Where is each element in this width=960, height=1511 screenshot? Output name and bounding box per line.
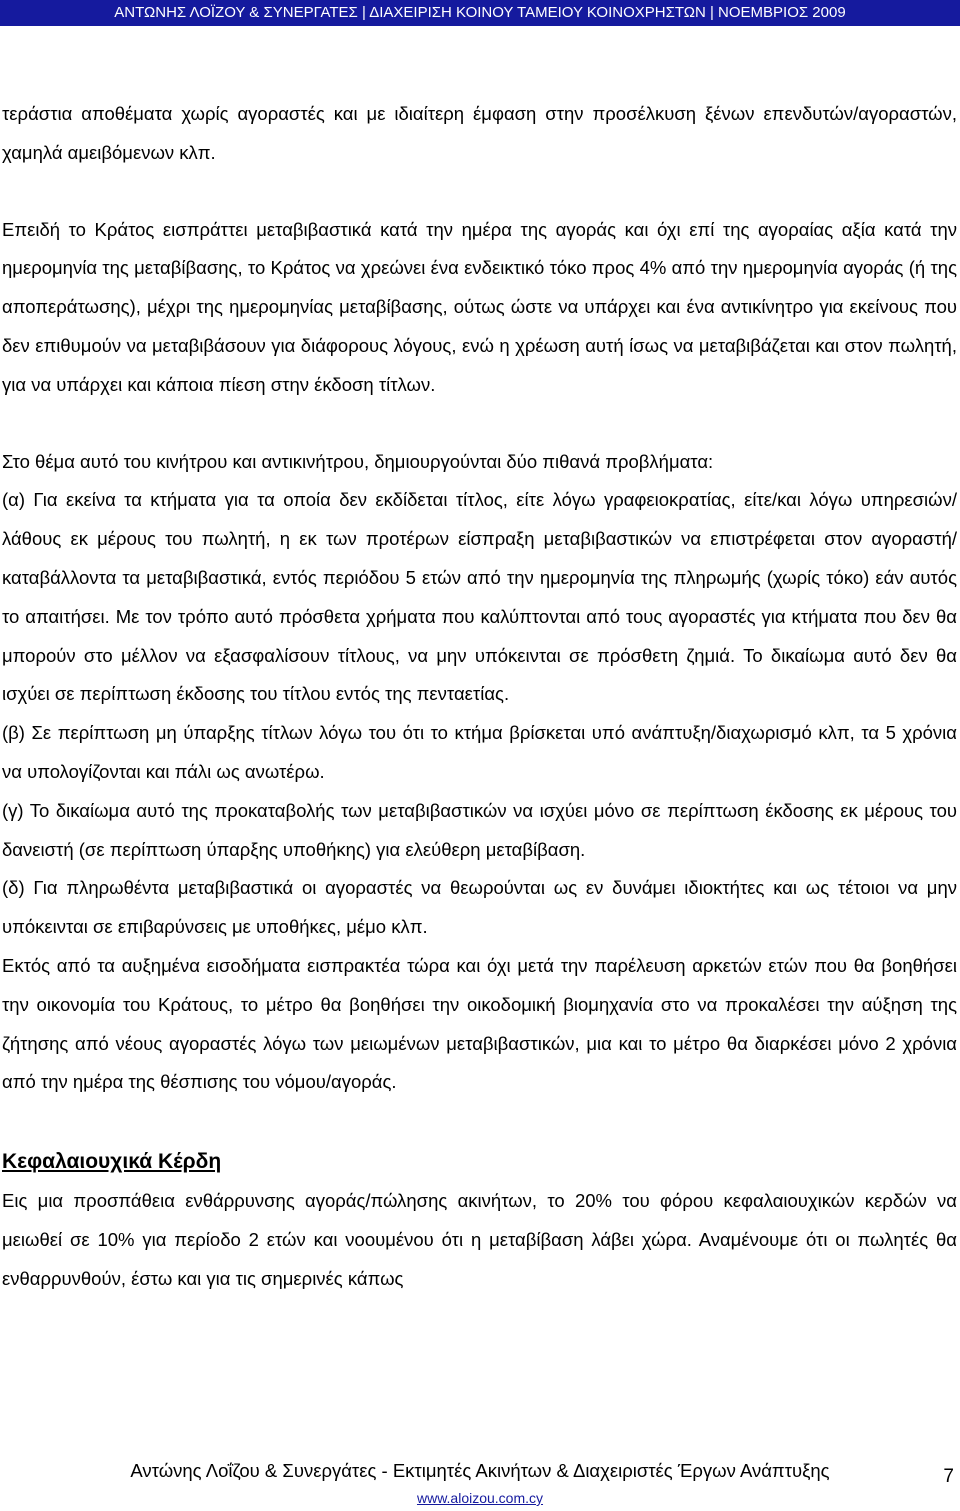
paragraph-1: τεράστια αποθέματα χωρίς αγοραστές και με ιδιαίτερη έμφαση στην προσέλκυση ξένων επενδυτών/αγοραστών, χαμηλά αμειβόμενων κλπ.	[2, 103, 957, 163]
page-number: 7	[943, 1466, 954, 1487]
paragraph-conclusion: Εκτός από τα αυξημένα εισοδήματα εισπρακτέα τώρα και όχι μετά την παρέλευση αρκετών ετών που θα βοηθήσει την οικονομία του Κράτους, το μέτρο θα βοηθήσει την οικοδομική βιομηχανία στο να προκαλέσει την αύξηση της ζήτησης από νέους αγοραστές λόγω των μειωμένων μεταβιβαστικών, μια και το μέτρο θα διαρκέσει μόνο 2 χρόνια από την ημέρα της θέσπισης του νόμου/αγοράς.	[2, 954, 957, 1093]
section-heading: Κεφαλαιουχικά Κέρδη	[2, 1150, 222, 1174]
paragraph-item-a: (α) Για εκείνα τα κτήματα για τα οποία δεν εκδίδεται τίτλος, είτε λόγω γραφειοκρατίας, είτε/και λόγω υπηρεσιών/λάθους εκ μέρους του πωλητή, η εκ των προτέρων είσπραξη μεταβιβαστικών να επιστρέφεται στον αγοραστή/ καταβάλλοντα τα μεταβιβαστικά, εντός περιόδου 5 ετών από την ημερομηνία της πληρωμής (χωρίς τόκο) εάν αυτός το απαιτήσει. Με τον τρόπο αυτό πρόσθετα χρήματα που καλύπτονται από τους αγοραστές για κτήματα που δεν θα μπορούν στο μέλλον να εξασφαλίσουν τίτλους, να μην υπόκεινται σε πρόσθετη ζημιά. Το δικαίωμα αυτό δεν θα ισχύει σε περίπτωση έκδοσης του τίτλου εντός της πενταετίας.	[2, 489, 957, 705]
paragraph-item-b: (β) Σε περίπτωση μη ύπαρξης τίτλων λόγω του ότι το κτήμα βρίσκεται υπό ανάπτυξη/διαχωρισμό κλπ, τα 5 χρόνια να υπολογίζονται και πάλι ως ανωτέρω.	[2, 722, 957, 782]
page-header	[0, 0, 960, 26]
footer-text: Αντώνης Λοΐζου & Συνεργάτες - Εκτιμητές Ακινήτων & Διαχειριστές Έργων Ανάπτυξης	[130, 1460, 830, 1481]
paragraph-item-d: (δ) Για πληρωθέντα μεταβιβαστικά οι αγοραστές να θεωρούνται ως εν δυνάμει ιδιοκτήτες και ως τέτοιοι να μην υπόκεινται σε επιβαρύνσεις με υποθήκες, μέμο κλπ.	[2, 877, 957, 938]
paragraph-2: Επειδή το Κράτος εισπράττει μεταβιβαστικά κατά την ημέρα της αγοράς και όχι επί της αγοραίας αξία κατά την ημερομηνία της μεταβίβασης, το Κράτος να χρεώνει ένα ενδεικτικό τόκο προς 4% από την ημερομηνία αγοράς (ή της αποπεράτωσης), μέχρι της ημερομηνίας μεταβίβασης, ούτως ώστε να υπάρχει και ένα αντικίνητρο για εκείνους που δεν επιθυμούν να μεταβιβάσουν για διάφορους λόγους, ενώ η χρέωση αυτή ίσως να μεταβιβάζεται και στον πωλητή, για να υπάρχει και κάποια πίεση στην έκδοση τίτλων.	[2, 218, 957, 395]
paragraph-capital-gains: Εις μια προσπάθεια ενθάρρυνσης αγοράς/πώλησης ακινήτων, το 20% του φόρου κεφαλαιουχικών κερδών να μειωθεί σε 10% για περίοδο 2 ετών και νοουμένου ότι η μεταβίβαση λάβει χώρα. Αναμένουμε ότι οι πωλητές θα ενθαρρυνθούν, έστω και για τις σημερινές κάπως	[2, 1190, 957, 1289]
paragraph-3: Στο θέμα αυτό του κινήτρου και αντικινήτρου, δημιουργούνται δύο πιθανά προβλήματα:	[2, 450, 714, 472]
document-body	[2, 95, 957, 1299]
header-title: ΑΝΤΩΝΗΣ ΛΟΪΖΟΥ & ΣΥΝΕΡΓΑΤΕΣ | ΔΙΑΧΕΙΡΙΣΗ ΚΟΙΝΟΥ ΤΑΜΕΙΟΥ ΚΟΙΝΟΧΡΗΣΤΩΝ | ΝΟΕΜΒΡΙΟΣ 2009	[114, 4, 846, 21]
footer-link[interactable]: www.aloizou.com.cy	[416, 1490, 544, 1506]
paragraph-item-c: (γ) Το δικαίωμα αυτό της προκαταβολής των μεταβιβαστικών να ισχύει μόνο σε περίπτωση έκδοσης εκ μέρους του δανειστή (σε περίπτωση ύπαρξης υποθήκης) για ελεύθερη μεταβίβαση.	[2, 799, 957, 860]
